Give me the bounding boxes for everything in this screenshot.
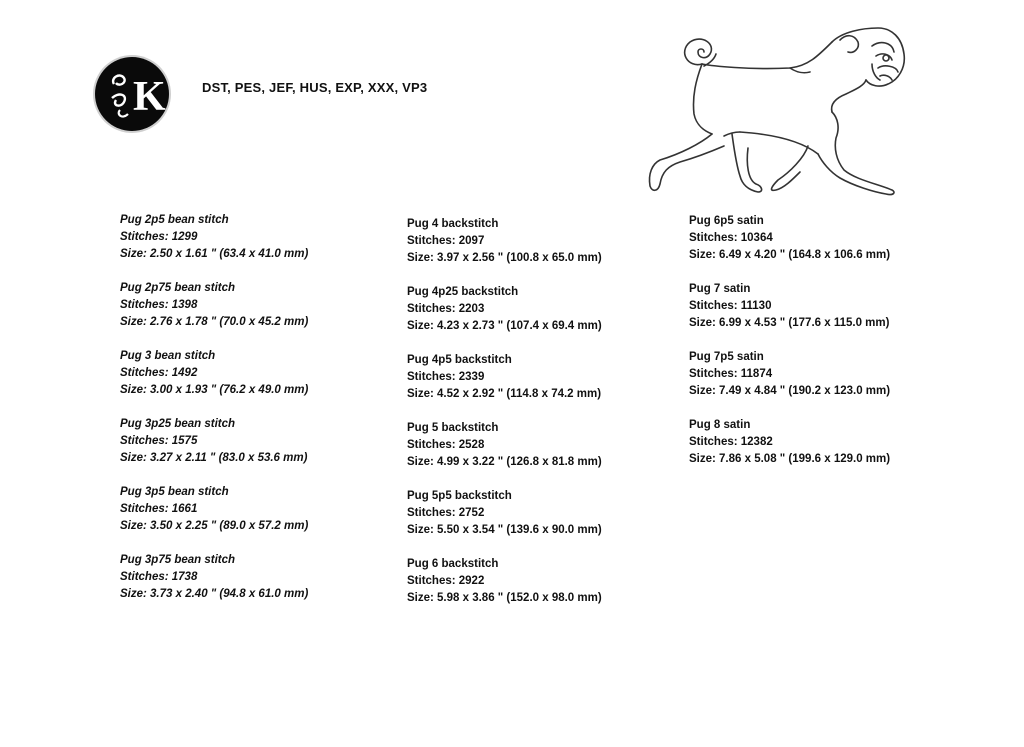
design-size: Size: 3.73 x 2.40 " (94.8 x 61.0 mm) (120, 588, 309, 600)
design-size: Size: 4.23 x 2.73 " (107.4 x 69.4 mm) (407, 320, 602, 332)
design-stitches: Stitches: 2339 (407, 371, 485, 383)
design-name: Pug 4p25 backstitch (407, 286, 519, 298)
logo-letter: K (133, 74, 166, 120)
design-name: Pug 4p5 backstitch (407, 354, 512, 366)
design-size: Size: 4.52 x 2.92 " (114.8 x 74.2 mm) (407, 388, 602, 400)
design-size: Size: 2.50 x 1.61 " (63.4 x 41.0 mm) (120, 248, 309, 260)
design-stitches: Stitches: 2203 (407, 303, 485, 315)
design-name: Pug 7p5 satin (689, 351, 764, 363)
design-size: Size: 6.49 x 4.20 " (164.8 x 106.6 mm) (689, 249, 891, 261)
design-name: Pug 3 bean stitch (120, 350, 216, 362)
design-name: Pug 3p25 bean stitch (120, 418, 236, 430)
design-stitches: Stitches: 12382 (689, 436, 773, 448)
design-stitches: Stitches: 2097 (407, 235, 485, 247)
design-stitches: Stitches: 1299 (120, 231, 198, 243)
design-entry (120, 348, 308, 399)
design-entry (407, 284, 602, 335)
design-entry (407, 488, 602, 539)
design-stitches: Stitches: 2922 (407, 575, 485, 587)
design-entry (407, 420, 602, 471)
design-stitches: Stitches: 11874 (689, 368, 773, 380)
design-name: Pug 6 backstitch (407, 558, 499, 570)
design-size: Size: 3.00 x 1.93 " (76.2 x 49.0 mm) (120, 384, 309, 396)
design-size: Size: 7.49 x 4.84 " (190.2 x 123.0 mm) (689, 385, 891, 397)
design-size: Size: 3.50 x 2.25 " (89.0 x 57.2 mm) (120, 520, 309, 532)
design-size: Size: 7.86 x 5.08 " (199.6 x 129.0 mm) (689, 453, 891, 465)
design-name: Pug 4 backstitch (407, 218, 499, 230)
design-stitches: Stitches: 2528 (407, 439, 485, 451)
design-name: Pug 3p5 bean stitch (120, 486, 229, 498)
design-name: Pug 2p5 bean stitch (120, 214, 229, 226)
design-size: Size: 5.50 x 3.54 " (139.6 x 90.0 mm) (407, 524, 602, 536)
design-entry (689, 281, 889, 332)
design-entry (120, 280, 308, 331)
design-stitches: Stitches: 1738 (120, 571, 198, 583)
design-entry (689, 417, 890, 468)
design-entry (407, 556, 602, 607)
design-name: Pug 3p75 bean stitch (120, 554, 236, 566)
design-stitches: Stitches: 1398 (120, 299, 198, 311)
design-size: Size: 2.76 x 1.78 " (70.0 x 45.2 mm) (120, 316, 309, 328)
design-name: Pug 8 satin (689, 419, 751, 431)
design-entry (689, 349, 890, 400)
design-stitches: Stitches: 11130 (689, 300, 772, 312)
design-entry (120, 212, 308, 263)
design-name: Pug 5p5 backstitch (407, 490, 512, 502)
design-size: Size: 5.98 x 3.86 " (152.0 x 98.0 mm) (407, 592, 602, 604)
design-stitches: Stitches: 1661 (120, 503, 198, 515)
design-entry (120, 552, 308, 603)
design-stitches: Stitches: 1575 (120, 435, 198, 447)
design-size: Size: 6.99 x 4.53 " (177.6 x 115.0 mm) (689, 317, 890, 329)
design-entry (689, 213, 890, 264)
design-entry (407, 352, 601, 403)
design-name: Pug 7 satin (689, 283, 751, 295)
pug-outline-image (640, 24, 910, 198)
design-entry (407, 216, 602, 267)
design-stitches: Stitches: 10364 (689, 232, 773, 244)
design-name: Pug 2p75 bean stitch (120, 282, 236, 294)
brand-logo (92, 54, 172, 134)
design-stitches: Stitches: 2752 (407, 507, 485, 519)
design-size: Size: 4.99 x 3.22 " (126.8 x 81.8 mm) (407, 456, 602, 468)
design-name: Pug 5 backstitch (407, 422, 499, 434)
design-stitches: Stitches: 1492 (120, 367, 198, 379)
design-entry (120, 484, 308, 535)
design-size: Size: 3.27 x 2.11 " (83.0 x 53.6 mm) (120, 452, 308, 464)
design-size: Size: 3.97 x 2.56 " (100.8 x 65.0 mm) (407, 252, 602, 264)
design-name: Pug 6p5 satin (689, 215, 764, 227)
design-entry (120, 416, 307, 467)
file-formats: DST, PES, JEF, HUS, EXP, XXX, VP3 (202, 80, 428, 95)
